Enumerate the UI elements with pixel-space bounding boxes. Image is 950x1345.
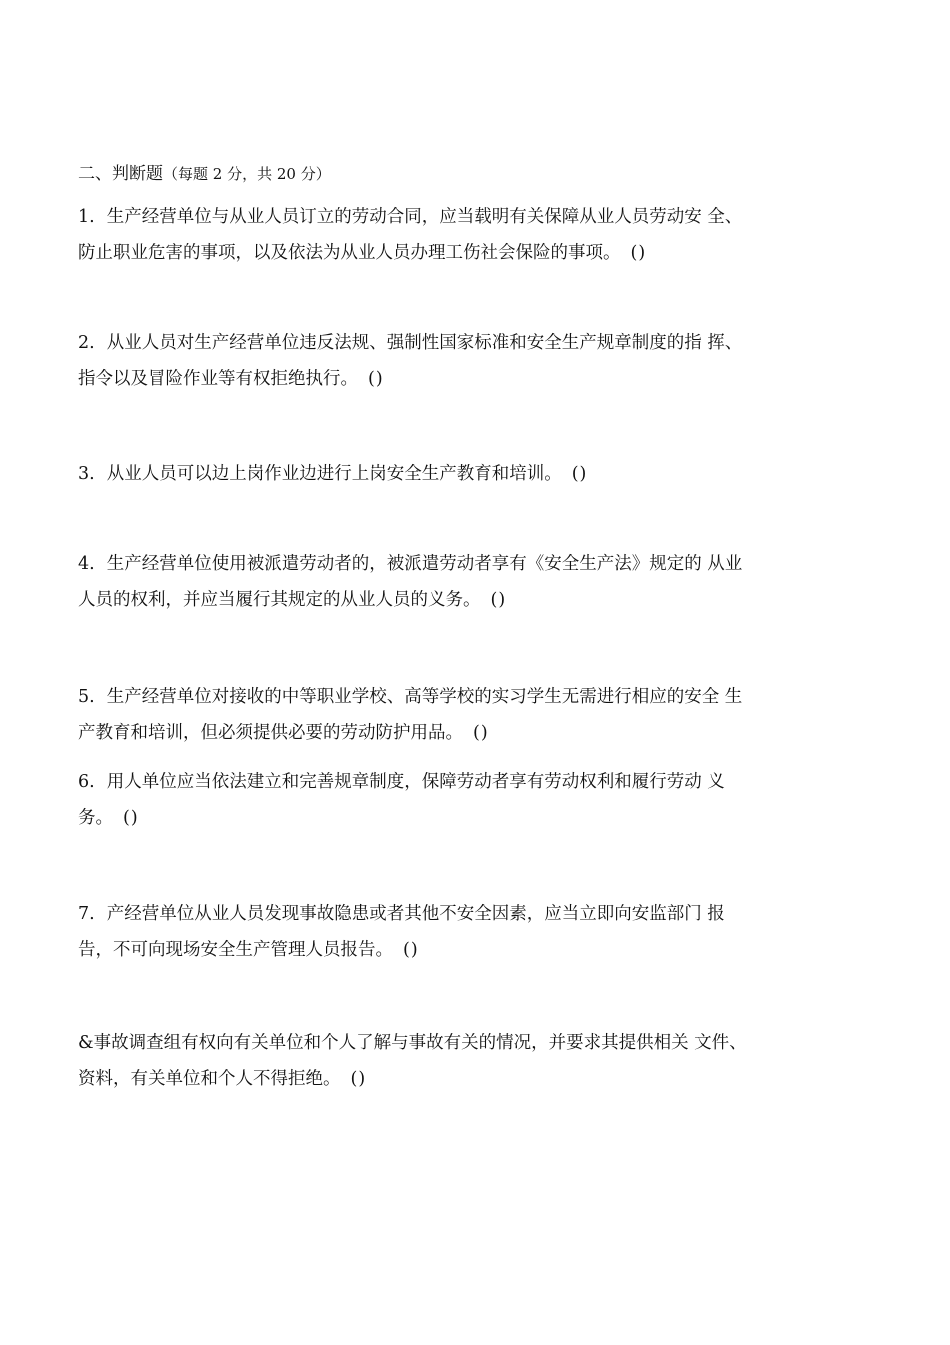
question-3 (78, 456, 868, 492)
question-line (78, 582, 868, 618)
question-number: 6. (78, 772, 95, 792)
question-number: 4. (78, 554, 95, 574)
question-text: 生产经营单位与从业人员订立的劳动合同，应当载明有关保障从业人员劳动安 全、 (106, 207, 743, 227)
question-number: 7. (78, 904, 95, 924)
question-line (78, 1025, 868, 1061)
question-text: 防止职业危害的事项，以及依法为从业人员办理工伤社会保险的事项。 (78, 243, 621, 263)
question-line (78, 1061, 868, 1097)
question-text: 告，不可向现场安全生产管理人员报告。 (78, 940, 393, 960)
answer-blank: () (490, 590, 507, 610)
answer-blank: () (473, 723, 489, 743)
question-line (78, 199, 868, 235)
question-5 (78, 679, 868, 751)
question-6 (78, 764, 868, 836)
question-text: &事故调查组有权向有关单位和个人了解与事故有关的情况，并要求其提供相关 文件、 (78, 1033, 747, 1053)
answer-blank: () (123, 808, 139, 828)
answer-blank: () (368, 369, 384, 389)
question-2 (78, 325, 868, 397)
question-text: 用人单位应当依法建立和完善规章制度，保障劳动者享有劳动权利和履行劳动 义 (106, 772, 725, 792)
question-number: 1. (78, 207, 95, 227)
answer-blank: () (571, 464, 588, 484)
question-number: 2. (78, 333, 95, 353)
question-text: 从业人员可以边上岗作业边进行上岗安全生产教育和培训。 (106, 464, 562, 484)
question-line (78, 679, 868, 715)
question-line (78, 325, 868, 361)
question-line (78, 932, 868, 968)
section-title: 二、判断题 (78, 164, 163, 184)
section-heading (78, 162, 331, 186)
section-score-note: （每题 2 分，共 20 分） (163, 165, 331, 183)
answer-blank: () (350, 1069, 367, 1089)
answer-blank: () (630, 243, 647, 263)
question-text: 生产经营单位使用被派遣劳动者的，被派遣劳动者享有《安全生产法》规定的 从业 (106, 554, 743, 574)
question-text: 人员的权利，并应当履行其规定的从业人员的义务。 (78, 590, 481, 610)
question-line (78, 235, 868, 271)
question-text: 务。 (78, 808, 113, 828)
question-number: 5. (78, 687, 95, 707)
question-line (78, 546, 868, 582)
question-line (78, 456, 868, 492)
question-text: 产经营单位从业人员发现事故隐患或者其他不安全因素，应当立即向安监部门 报 (106, 904, 725, 924)
question-line (78, 361, 868, 397)
question-8 (78, 1025, 868, 1097)
answer-blank: () (403, 940, 419, 960)
question-1 (78, 199, 868, 271)
question-text: 从业人员对生产经营单位违反法规、强制性国家标准和安全生产规章制度的指 挥、 (106, 333, 743, 353)
question-line (78, 896, 868, 932)
question-text: 资料，有关单位和个人不得拒绝。 (78, 1069, 341, 1089)
question-line (78, 764, 868, 800)
question-text: 生产经营单位对接收的中等职业学校、高等学校的实习学生无需进行相应的安全 生 (106, 687, 743, 707)
question-7 (78, 896, 868, 968)
question-number: 3. (78, 464, 95, 484)
question-text: 指令以及冒险作业等有权拒绝执行。 (78, 369, 358, 389)
question-line (78, 800, 868, 836)
question-line (78, 715, 868, 751)
question-4 (78, 546, 868, 618)
question-text: 产教育和培训，但必须提供必要的劳动防护用品。 (78, 723, 463, 743)
